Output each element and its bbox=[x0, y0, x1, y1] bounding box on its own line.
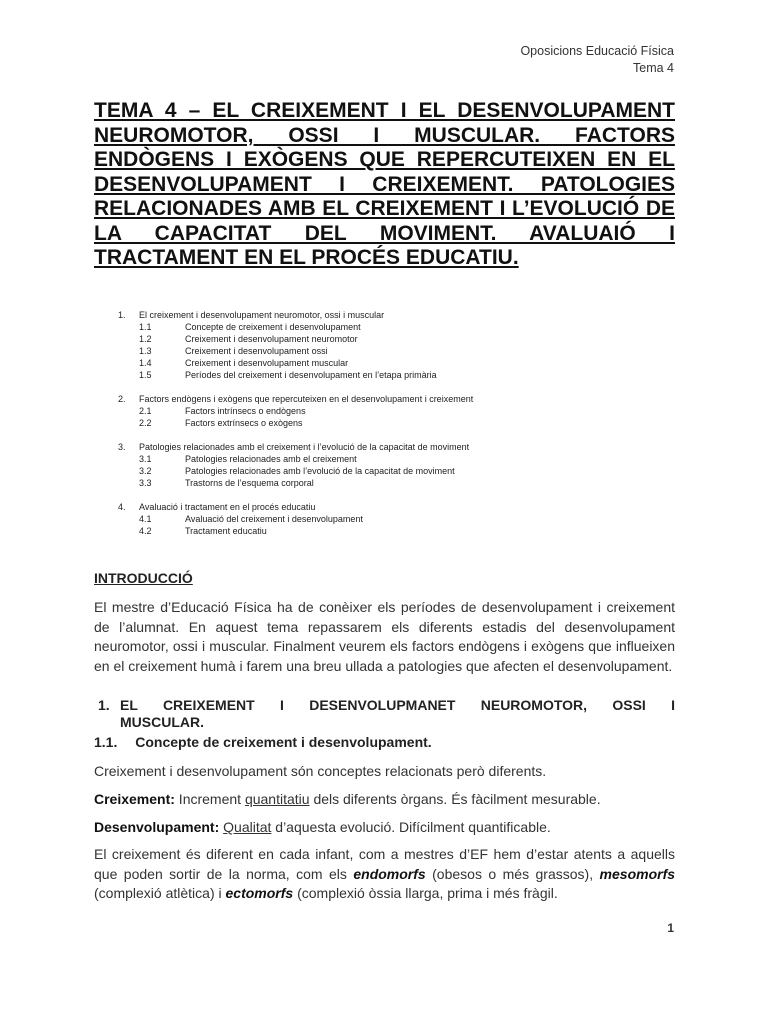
intro-heading: INTRODUCCIÓ bbox=[94, 570, 193, 586]
toc-item-number: 4.2 bbox=[139, 526, 152, 536]
section-1-number: 1. bbox=[98, 697, 110, 713]
term-ectomorfs: ectomorfs bbox=[225, 885, 294, 901]
toc-section-number: 3. bbox=[118, 442, 126, 452]
section-1-1-number: 1.1. bbox=[94, 734, 118, 750]
toc-item-title: Patologies relacionades amb l’evolució de la capacitat de moviment bbox=[185, 466, 455, 476]
toc-item-number: 2.2 bbox=[139, 418, 152, 428]
term-label: Creixement: bbox=[94, 791, 175, 807]
definition-creixement bbox=[94, 790, 675, 810]
intro-paragraph: El mestre d’Educació Física ha de conèixer els períodes de desenvolupament i creixement de l’alumnat. En aquest tema repassarem els diferents estadis del desenvolupament neuromotor, ossi i muscular. Finalment veurem els factors endògens i exògens que influeixen en el creixement humà i farem una breu ullada a patologies que afecten el desenvolupament. bbox=[94, 599, 675, 674]
toc-item-title: Avaluació del creixement i desenvolupament bbox=[185, 514, 363, 524]
toc-item-title: Concepte de creixement i desenvolupament bbox=[185, 322, 361, 332]
header-topic: Tema 4 bbox=[633, 61, 674, 75]
term-text: dels diferents òrgans. És fàcilment mesurable. bbox=[309, 791, 601, 807]
toc-section-number: 1. bbox=[118, 310, 126, 320]
section-1-title-line2: MUSCULAR. bbox=[120, 713, 204, 730]
toc-item-number: 1.5 bbox=[139, 370, 152, 380]
paragraph-text: (obesos o més grassos), bbox=[425, 865, 600, 882]
body-paragraph-somatotypes bbox=[94, 845, 675, 904]
title-main: TEMA 4 – EL CREIXEMENT I EL DESENVOLUPAMENT NEUROMOTOR, OSSI I MUSCULAR. FACTORS ENDÒGENS I EXÒGENS QUE REPERCUTEIXEN EN EL DESENVOLUPAMENT I CREIXEMENT. PATOLOGIES RELACIONADES AMB EL CREIXEMENT I L’EVOLUCIÓ DE LA CAPACITAT DEL MOVIMENT. AVALUAIÓ I bbox=[94, 99, 675, 245]
toc-item-number: 4.1 bbox=[139, 514, 152, 524]
term-text: Increment bbox=[174, 791, 245, 807]
toc-item-number: 3.3 bbox=[139, 478, 152, 488]
toc-section-title: El creixement i desenvolupament neuromotor, ossi i muscular bbox=[139, 310, 385, 320]
toc-item-title: Creixement i desenvolupament muscular bbox=[185, 358, 349, 368]
toc-item-number: 3.2 bbox=[139, 466, 152, 476]
document-title bbox=[94, 99, 675, 271]
term-label: Desenvolupament: bbox=[94, 819, 220, 835]
toc-item-title: Patologies relacionades amb el creixement bbox=[185, 454, 357, 464]
term-text: d’aquesta evolució. Difícilment quantificable. bbox=[271, 819, 551, 835]
definition-desenvolupament bbox=[94, 818, 675, 838]
toc-section-number: 2. bbox=[118, 394, 126, 404]
paragraph-text: (complexió atlètica) i bbox=[94, 885, 226, 901]
page-number: 1 bbox=[667, 921, 674, 935]
toc-item-title: Factors extrínsecs o exògens bbox=[185, 418, 303, 428]
paragraph-text: (complexió òssia llarga, prima i més fràgil. bbox=[293, 885, 558, 901]
toc-item-title: Trastorns de l’esquema corporal bbox=[185, 478, 314, 488]
term-emphasis: quantitatiu bbox=[244, 791, 310, 807]
toc-section-title: Factors endògens i exògens que repercuteixen en el desenvolupament i creixement bbox=[139, 394, 474, 404]
term-emphasis: Qualitat bbox=[223, 819, 272, 835]
section-1-1-title: Concepte de creixement i desenvolupament. bbox=[135, 734, 432, 750]
toc-item-title: Factors intrínsecs o endògens bbox=[185, 406, 306, 416]
toc-section-title: Avaluació i tractament en el procés educatiu bbox=[139, 502, 316, 512]
toc-item-title: Períodes del creixement i desenvolupament en l’etapa primària bbox=[185, 370, 437, 380]
term-mesomorfs: mesomorfs bbox=[599, 865, 676, 882]
toc-item-number: 1.4 bbox=[139, 358, 152, 368]
section-1-title-line1: EL CREIXEMENT I DESENVOLUPMANET NEUROMOTOR, OSSI I bbox=[120, 697, 675, 713]
section-1-heading bbox=[94, 697, 675, 730]
toc-item-title: Creixement i desenvolupament ossi bbox=[185, 346, 328, 356]
body-paragraph: Creixement i desenvolupament són conceptes relacionats però diferents. bbox=[94, 763, 547, 779]
title-last-line: TRACTAMENT EN EL PROCÉS EDUCATIU. bbox=[94, 246, 519, 269]
toc-item-number: 2.1 bbox=[139, 406, 152, 416]
toc-item-number: 1.3 bbox=[139, 346, 152, 356]
toc-item-title: Creixement i desenvolupament neuromotor bbox=[185, 334, 358, 344]
toc-item-number: 1.2 bbox=[139, 334, 152, 344]
paragraph-text: El creixement és diferent en cada infant, com a mestres d’EF hem d’estar atents a aquells que poden sortir de la norma, com els bbox=[94, 846, 675, 882]
toc-section-number: 4. bbox=[118, 502, 126, 512]
term-endomorfs: endomorfs bbox=[353, 865, 426, 882]
header-course: Oposicions Educació Física bbox=[520, 44, 674, 58]
toc-item-title: Tractament educatiu bbox=[185, 526, 267, 536]
toc-section-title: Patologies relacionades amb el creixement i l’evolució de la capacitat de moviment bbox=[139, 442, 470, 452]
section-1-1-heading bbox=[94, 734, 432, 750]
toc-item-number: 1.1 bbox=[139, 322, 152, 332]
toc-item-number: 3.1 bbox=[139, 454, 152, 464]
